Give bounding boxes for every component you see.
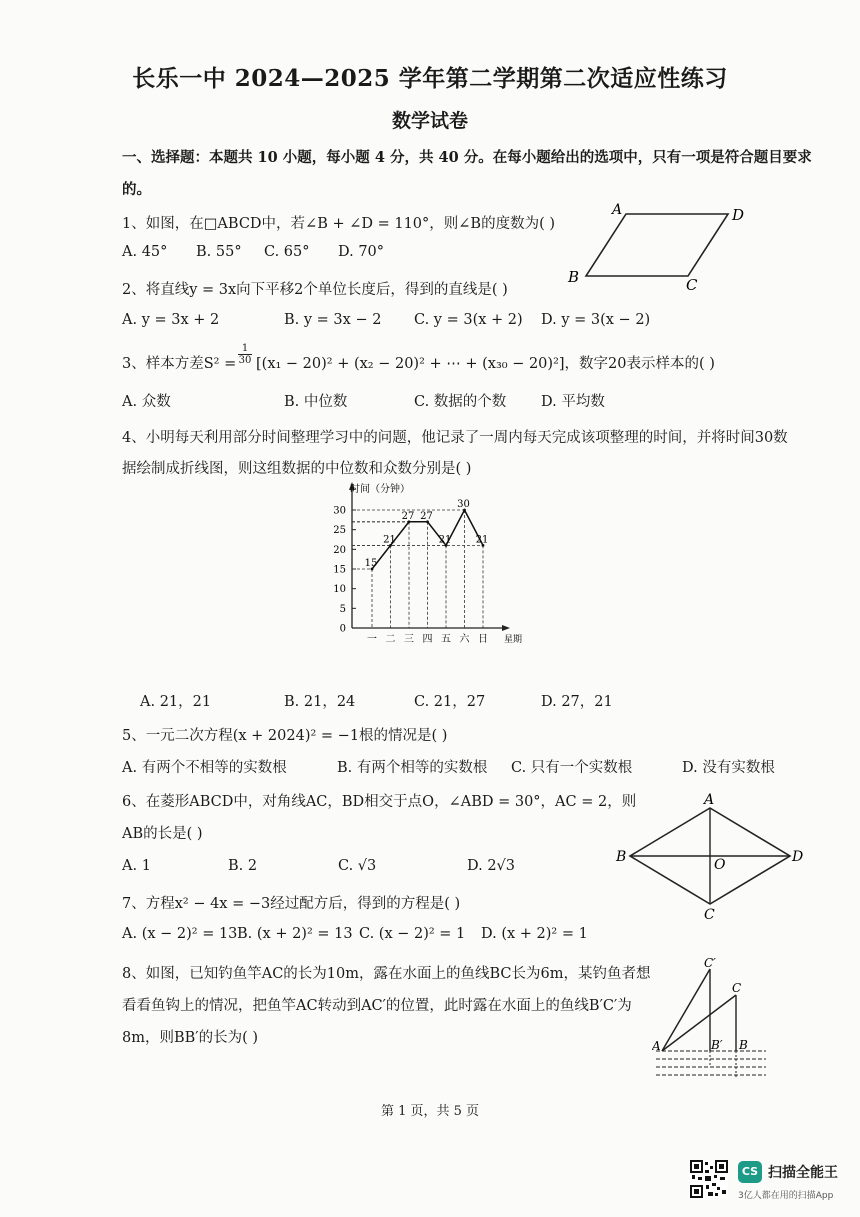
vertex-label: A [652,1039,661,1053]
vertex-label: A [704,792,715,808]
question-4-stem-line2: 据绘制成折线图，则这组数据的中位数和众数分别是( ) [122,461,472,477]
data-label: 21 [383,534,396,546]
question-1-stem: 1、如图，在□ABCD中，若∠B + ∠D = 110°，则∠B的度数为( ) [122,216,556,232]
vertex-label: B [568,268,580,286]
vertex-label: B [616,849,627,865]
x-tick-label: 四 [422,634,433,645]
question-2-option-b: B. y = 3x − 2 [284,312,382,328]
data-label: 27 [420,510,433,522]
x-tick-label: 三 [404,634,414,645]
question-8-stem-line2: 看看鱼钩上的情况，把鱼竿AC转动到AC′的位置，此时露在水面上的鱼线B′C′为 [122,998,632,1014]
vertex-label: D [732,206,745,224]
y-tick-label: 30 [333,505,346,517]
vertex-label: C [704,907,715,923]
fraction [238,343,252,366]
question-8-stem-line3: 8m，则BB′的长为( ) [122,1030,259,1046]
question-5-option-a: A. 有两个不相等的实数根 [122,760,287,776]
question-2-option-d: D. y = 3(x − 2) [541,312,651,328]
data-label: 15 [364,558,378,569]
data-label: 27 [401,510,415,522]
question-4-option-d: D. 27，21 [541,694,613,710]
question-8-stem-line1: 8、如图，已知钓鱼竿AC的长为10m，露在水面上的鱼线BC长为6m，某钓鱼者想 [122,966,651,982]
y-axis-label: 时间（分钟） [350,484,410,495]
exam-title: 长乐一中 2024—2025 学年第二学期第二次适应性练习 [132,65,728,92]
vertex-label: C [732,981,742,995]
fraction-denominator: 30 [238,355,252,366]
question-3-option-d: D. 平均数 [541,394,605,410]
vertex-label: D [792,849,804,865]
vertex-label: A [612,202,623,218]
question-6-stem-line2: AB的长是( ) [122,826,203,842]
data-label: 21 [438,534,452,546]
line-chart [320,480,540,650]
x-tick-label: 二 [385,634,396,645]
scanner-app-name: 扫描全能王 [768,1165,838,1181]
question-7-option-b: B. (x + 2)² = 13 [237,926,353,942]
y-tick-label: 0 [339,623,346,635]
y-tick-label: 25 [333,525,346,537]
rhombus-figure [612,788,812,928]
question-7-option-d: D. (x + 2)² = 1 [481,926,588,942]
scanner-tagline: 3亿人都在用的扫描App [738,1191,834,1201]
question-2-stem: 2、将直线y = 3x向下平移2个单位长度后，得到的直线是( ) [122,282,508,298]
x-tick-label: 五 [441,634,451,645]
vertex-label: B [739,1038,748,1052]
vertex-label: C [686,276,698,294]
question-3-option-a: A. 众数 [122,394,171,410]
fishing-rod-figure [652,955,772,1090]
y-tick-label: 5 [339,603,346,615]
data-label: 21 [475,534,489,546]
question-1-option-a: A. 45° [122,244,168,260]
question-3-stem-b: [(x₁ − 20)² + (x₂ − 20)² + ⋯ + (x₃₀ − 20)²]，数字20表示样本的( ) [256,356,715,372]
x-tick-label: 日 [478,634,488,645]
question-4-stem-line1: 4、小明每天利用部分时间整理学习中的问题，他记录了一周内每天完成该项整理的时间，并将时间30数 [122,430,788,446]
question-1-option-d: D. 70° [338,244,385,260]
scanner-logo: CS [738,1161,762,1183]
question-5-option-b: B. 有两个相等的实数根 [337,760,488,776]
question-4-option-a: A. 21，21 [140,694,212,710]
question-5-option-d: D. 没有实数根 [682,760,775,776]
vertex-label: B′ [711,1038,723,1052]
question-4-option-c: C. 21，27 [414,694,486,710]
question-5-option-c: C. 只有一个实数根 [511,760,633,776]
question-6-option-c: C. √3 [338,858,377,874]
qr-code-icon [690,1160,728,1198]
question-2-option-a: A. y = 3x + 2 [122,312,220,328]
section-heading: 一、选择题：本题共 10 小题，每小题 4 分，共 40 分。在每小题给出的选项中，只有一项是符合题目要求 [122,149,812,166]
y-tick-label: 10 [333,584,346,596]
vertex-label: O [714,857,726,873]
section-heading-cont: 的。 [122,181,151,198]
question-3-option-b: B. 中位数 [284,394,348,410]
question-1-option-b: B. 55° [196,244,242,260]
question-2-option-c: C. y = 3(x + 2) [414,312,523,328]
question-1-option-c: C. 65° [264,244,310,260]
question-6-option-a: A. 1 [122,858,151,874]
question-3-option-c: C. 数据的个数 [414,394,507,410]
question-4-option-b: B. 21，24 [284,694,356,710]
question-6-option-d: D. 2√3 [467,858,516,874]
question-7-option-a: A. (x − 2)² = 13 [122,926,238,942]
data-label: 30 [457,499,470,510]
question-5-stem: 5、一元二次方程(x + 2024)² = −1根的情况是( ) [122,728,448,744]
question-6-option-b: B. 2 [228,858,258,874]
x-tick-label: 六 [459,634,470,645]
page-number: 第 1 页，共 5 页 [380,1104,480,1119]
question-6-stem-line1: 6、在菱形ABCD中，对角线AC，BD相交于点O，∠ABD = 30°，AC = 2，则 [122,794,637,810]
parallelogram-figure [560,200,760,295]
y-tick-label: 15 [333,564,346,576]
x-axis-label: 星期 [504,635,523,645]
question-7-option-c: C. (x − 2)² = 1 [359,926,466,942]
x-axis-arrow [502,625,510,631]
y-tick-label: 20 [333,544,346,556]
fraction-numerator: 1 [238,343,252,355]
x-tick-label: 一 [367,634,377,645]
vertex-label: C′ [704,956,716,970]
exam-subtitle: 数学试卷 [391,110,468,132]
question-7-stem: 7、方程x² − 4x = −3经过配方后，得到的方程是( ) [122,896,461,912]
question-3-stem-a: 3、样本方差S² = [122,356,237,372]
